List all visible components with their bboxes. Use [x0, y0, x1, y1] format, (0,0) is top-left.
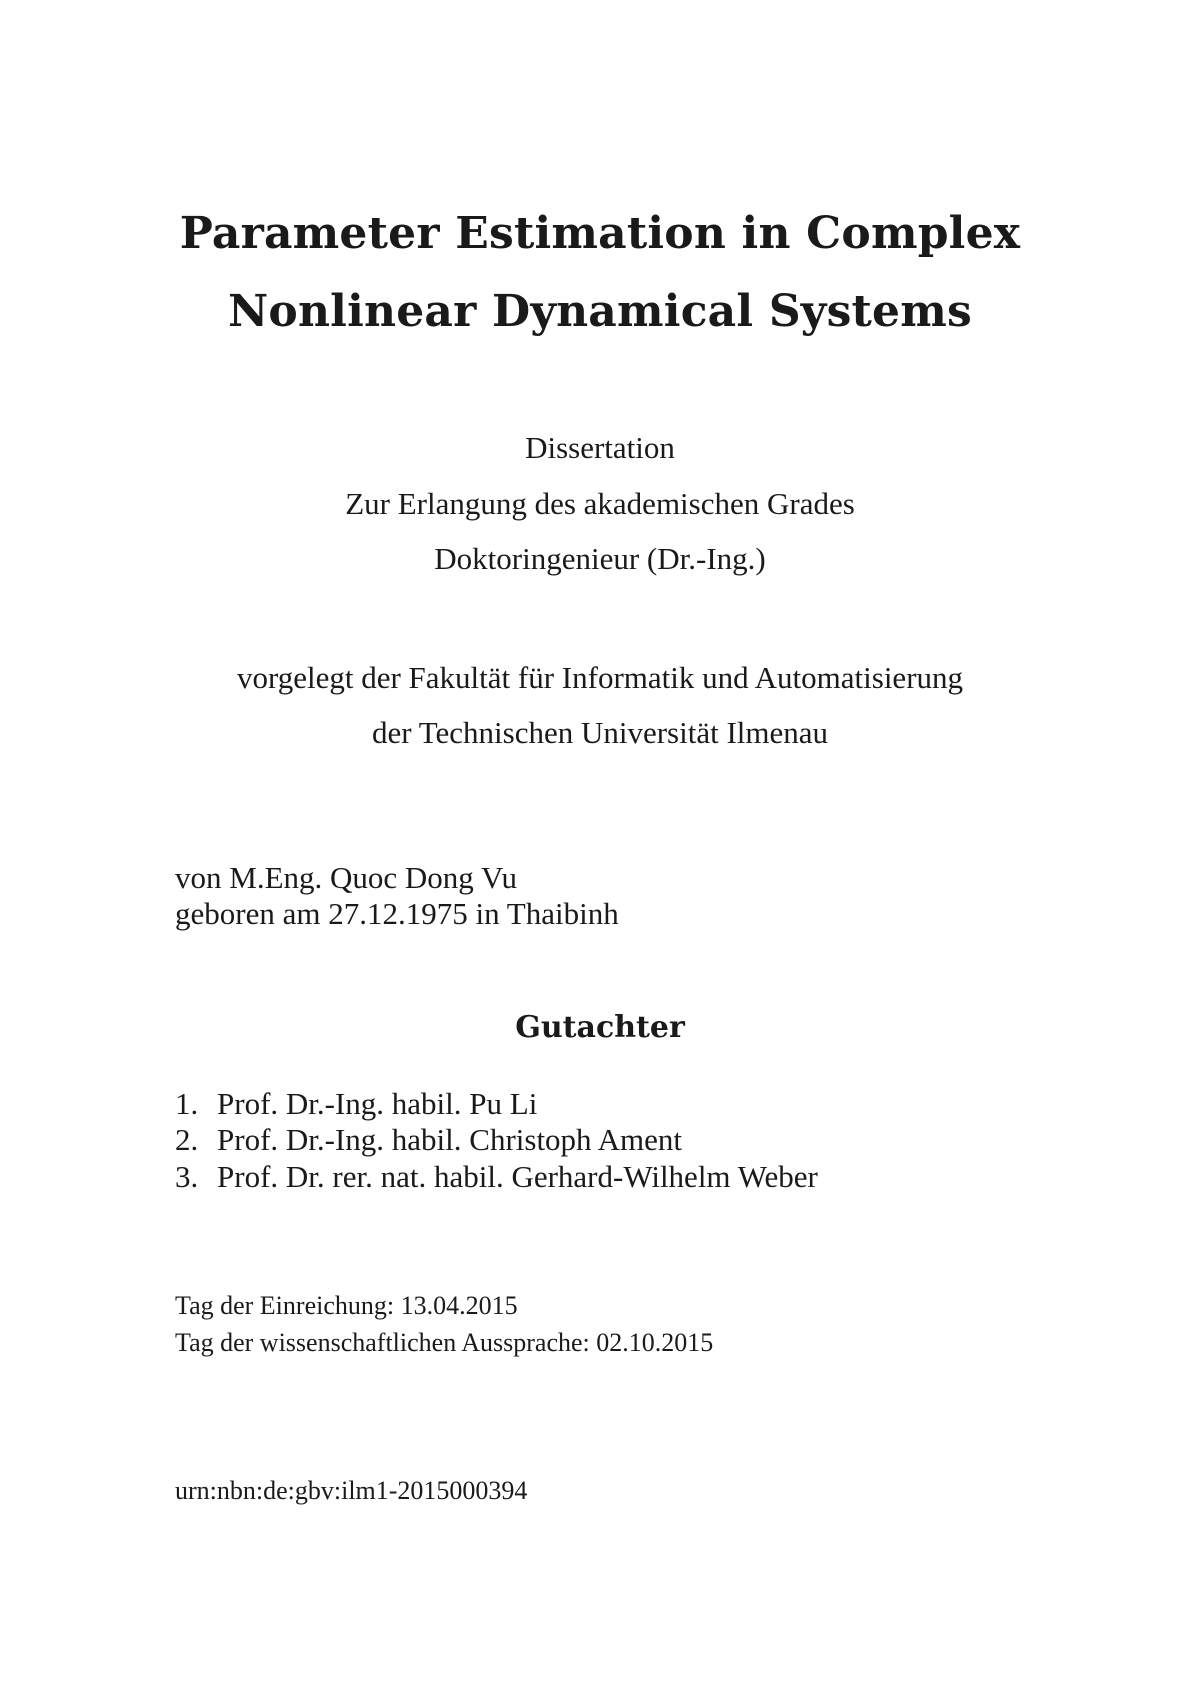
reviewer-number: 2.: [175, 1122, 199, 1157]
author-name: von M.Eng. Quoc Dong Vu: [175, 860, 517, 895]
reviewer-name: Prof. Dr. rer. nat. habil. Gerhard-Wilhelm Weber: [217, 1159, 818, 1194]
degree-type: Dissertation: [525, 430, 675, 465]
reviewer-item: [175, 1161, 818, 1192]
title-line-1: Parameter Estimation in Complex: [179, 208, 1021, 259]
submission-date: Tag der Einreichung: 13.04.2015: [175, 1291, 518, 1320]
urn-identifier: urn:nbn:de:gbv:ilm1-2015000394: [175, 1476, 528, 1505]
degree-grade: Doktoringenieur (Dr.-Ing.): [434, 541, 766, 576]
defense-date: Tag der wissenschaftlichen Aussprache: 02.10.2015: [175, 1328, 714, 1357]
reviewer-name: Prof. Dr.-Ing. habil. Christoph Ament: [217, 1122, 682, 1157]
reviewer-number: 1.: [175, 1086, 199, 1121]
author-birth: geboren am 27.12.1975 in Thaibinh: [175, 896, 619, 931]
reviewer-item: [175, 1088, 537, 1119]
submission-university: der Technischen Universität Ilmenau: [371, 715, 829, 750]
degree-purpose: Zur Erlangung des akademischen Grades: [345, 486, 855, 521]
reviewer-item: [175, 1124, 682, 1155]
reviewers-heading: Gutachter: [515, 1010, 685, 1045]
submission-faculty: vorgelegt der Fakultät für Informatik und Automatisierung: [236, 660, 964, 695]
reviewer-number: 3.: [175, 1159, 199, 1194]
title-line-2: Nonlinear Dynamical Systems: [228, 286, 972, 337]
reviewer-name: Prof. Dr.-Ing. habil. Pu Li: [217, 1086, 538, 1121]
